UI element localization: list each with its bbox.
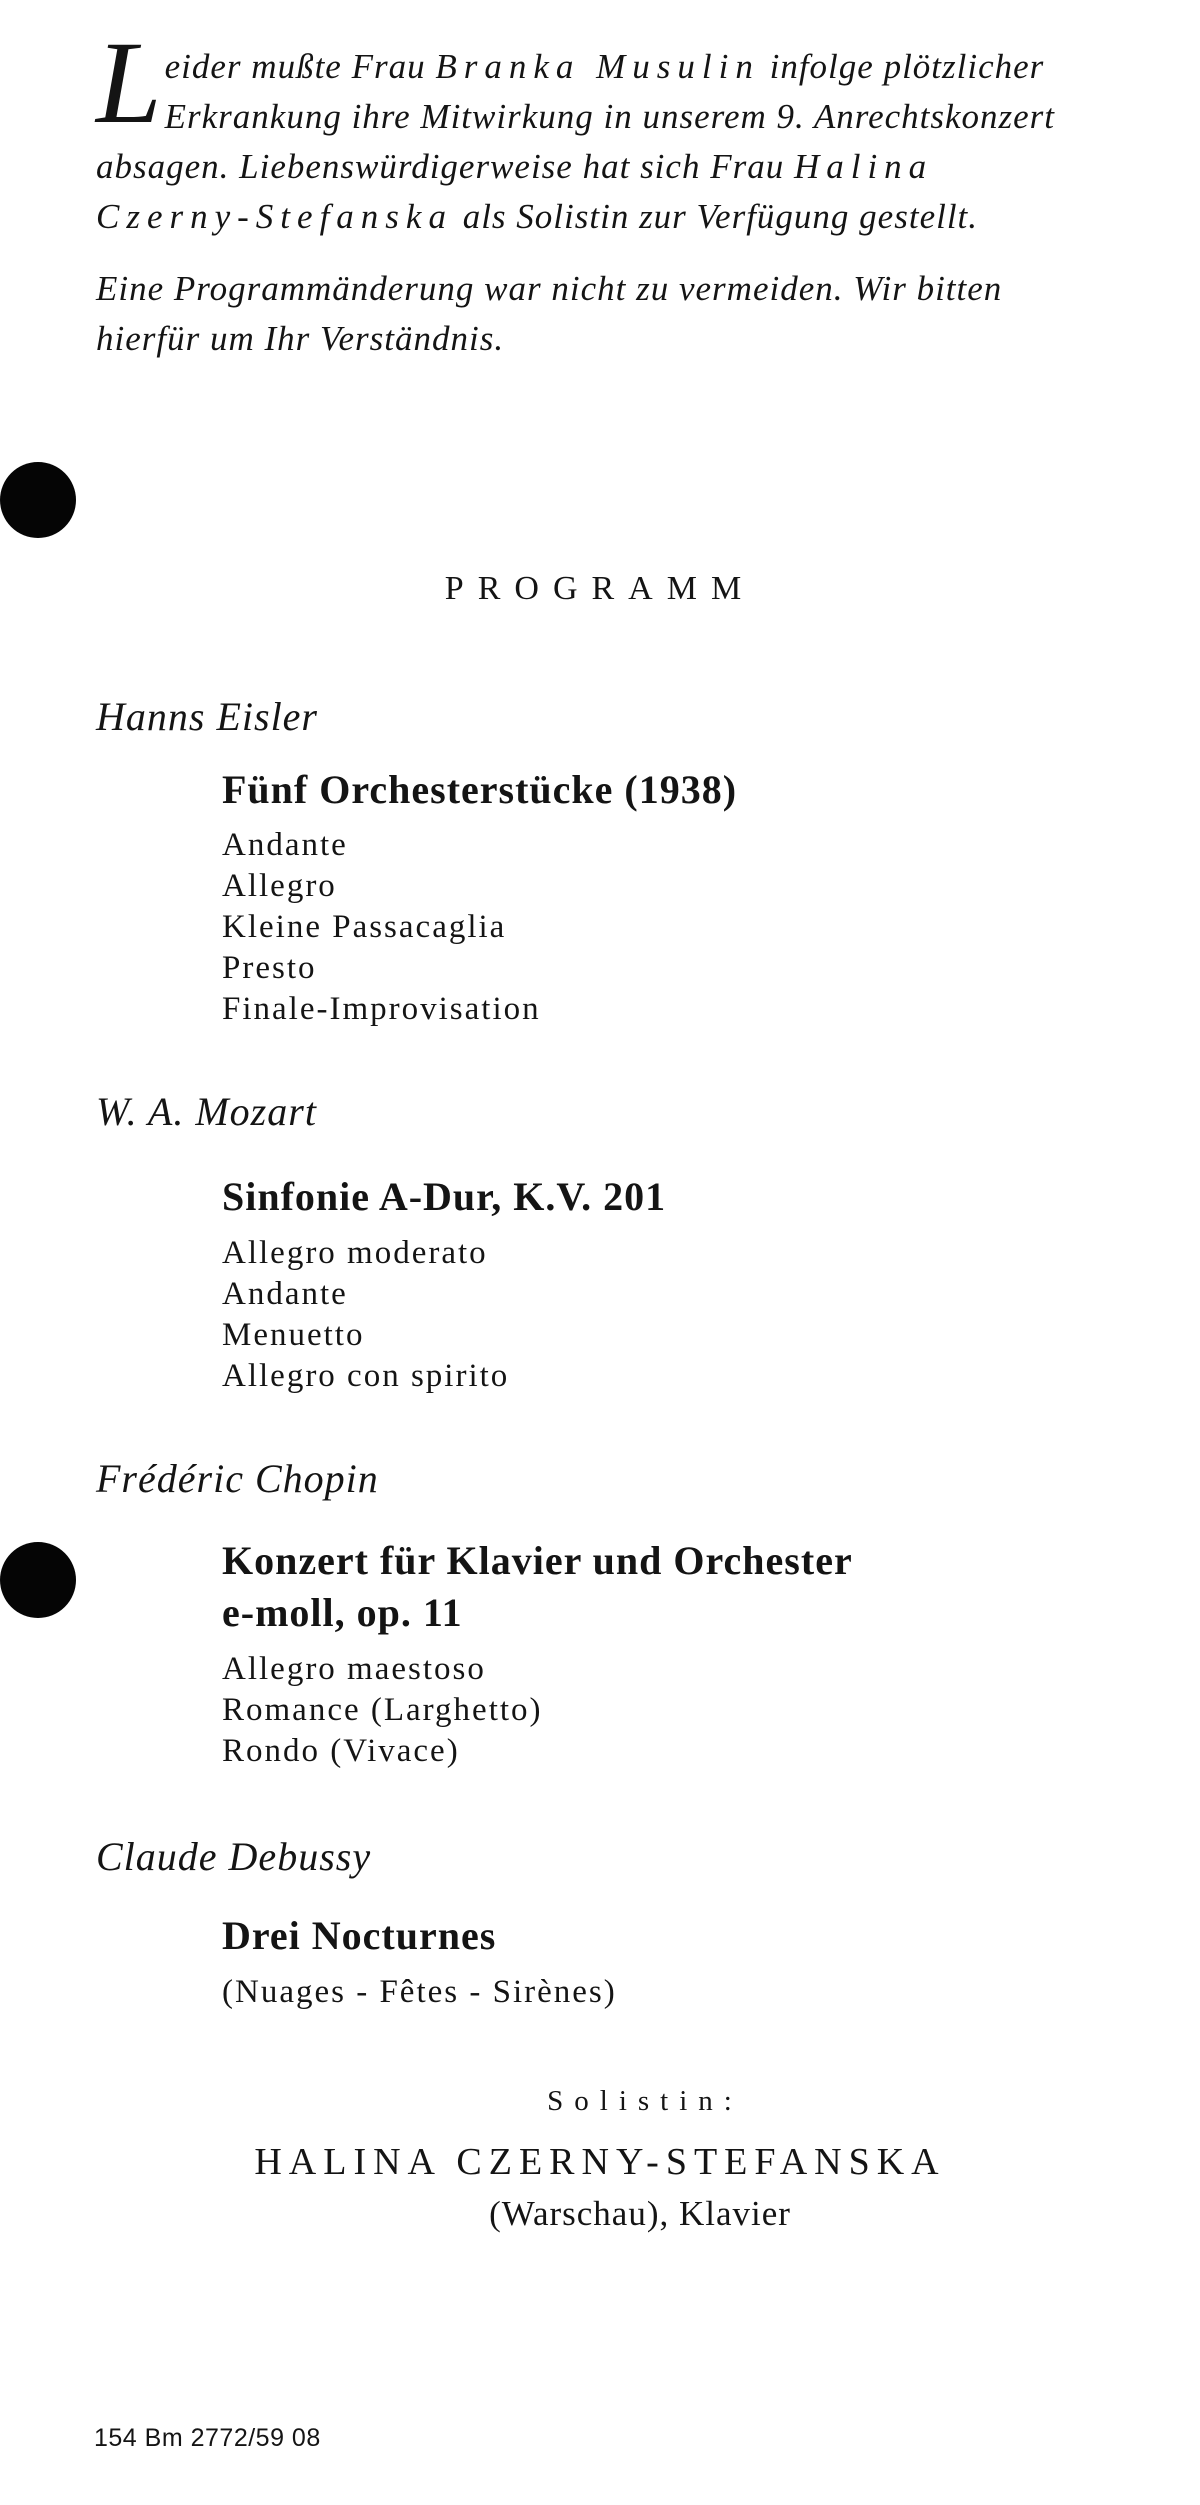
movement: Romance (Larghetto) [222, 1692, 543, 1728]
punch-hole-top [0, 462, 76, 538]
cancelled-soloist-name: Branka Musulin [435, 47, 760, 86]
movement: Allegro [222, 868, 337, 904]
notice-text: eider mußte Frau [164, 47, 436, 86]
movement: (Nuages - Fêtes - Sirènes) [222, 1974, 617, 2010]
soloist-label: Solistin: [547, 2085, 743, 2117]
replacement-soloist-name: Halina Czerny-Stefanska [96, 147, 934, 236]
movement: Allegro moderato [222, 1235, 488, 1271]
movement-list [222, 825, 541, 1030]
composer-name: Claude Debussy [96, 1834, 372, 1879]
program-heading: PROGRAMM [444, 570, 756, 607]
work-title-line: Konzert für Klavier und Orchester [222, 1538, 853, 1583]
movement: Allegro maestoso [222, 1651, 486, 1687]
notice-paragraph-2: Eine Programmänderung war nicht zu vermeiden. Wir bitten hierfür um Ihr Verständnis. [96, 269, 1003, 358]
soloist-detail: (Warschau), Klavier [489, 2194, 791, 2233]
movement: Allegro con spirito [222, 1358, 510, 1394]
work-title [222, 1171, 666, 1223]
movement: Finale-Improvisation [222, 991, 541, 1027]
movement: Rondo (Vivace) [222, 1733, 460, 1769]
work-title-line: Fünf Orchesterstücke (1938) [222, 767, 738, 812]
punch-hole-bottom [0, 1542, 76, 1618]
drop-cap: L [96, 17, 163, 148]
notice-text: als Solistin zur Verfügung gestellt. [452, 197, 979, 236]
movement: Kleine Passacaglia [222, 909, 507, 945]
work-title-line: e-moll, op. 11 [222, 1590, 463, 1635]
composer-name: Frédéric Chopin [96, 1456, 379, 1501]
composer-name: W. A. Mozart [96, 1089, 317, 1134]
movement: Andante [222, 1276, 348, 1312]
work-title [222, 764, 737, 816]
work-title-line: Drei Nocturnes [222, 1913, 497, 1958]
notice-paragraph-1 [96, 17, 1056, 242]
work-title [222, 1535, 853, 1639]
movement-list [222, 1972, 617, 2013]
movement: Presto [222, 950, 317, 986]
work-title [222, 1910, 496, 1962]
movement: Menuetto [222, 1317, 365, 1353]
composer-name: Hanns Eisler [96, 694, 318, 739]
soloist-name: HALINA CZERNY-STEFANSKA [254, 2141, 946, 2183]
work-title-line: Sinfonie A-Dur, K.V. 201 [222, 1174, 667, 1219]
notice-text: infolge plötzlicher Erkrankung ihre Mitwirkung in unserem 9. Anrechtskonzert absagen. Liebenswürdigerweise hat sich Frau [96, 47, 1056, 186]
print-code: 154 Bm 2772/59 08 [94, 2424, 321, 2452]
movement-list [222, 1649, 543, 1772]
movement-list [222, 1233, 509, 1397]
cancellation-notice [96, 17, 1056, 364]
movement: Andante [222, 827, 348, 863]
